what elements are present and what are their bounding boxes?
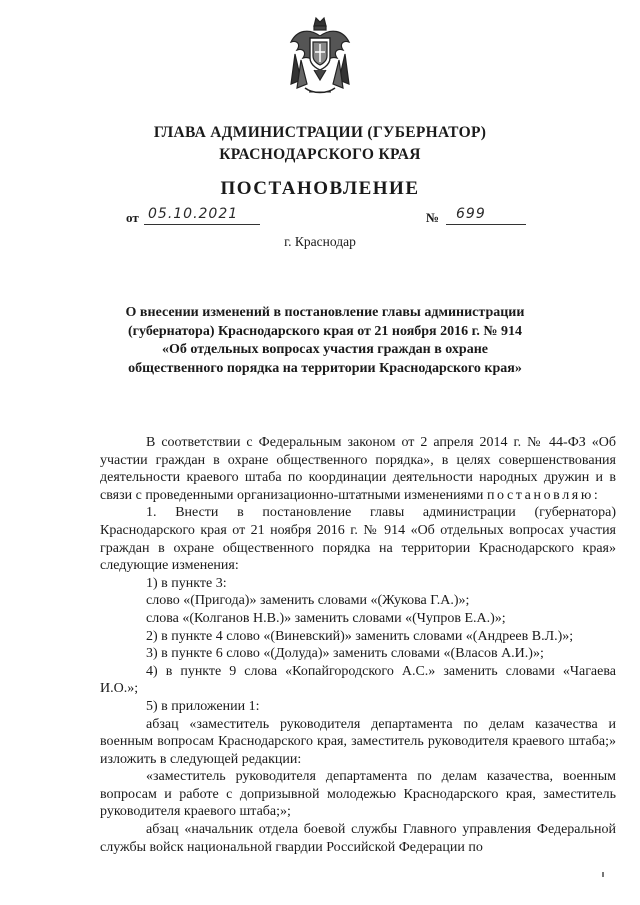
paragraph: 5) в приложении 1: bbox=[146, 698, 260, 714]
paragraph: 1. Внести в постановление главы администрации (губернатора) Краснодарского края от 21 ноября 2016 г. № 914 «Об отдельных вопросах участия граждан в охране общественного порядка на территории Краснодарского края» следующие изменения: bbox=[100, 505, 616, 574]
date-underline bbox=[144, 224, 260, 225]
subject-line-2: (губернатора) Краснодарского края от 21 ноября 2016 г. № 914 bbox=[128, 323, 522, 339]
paragraph bbox=[100, 434, 616, 504]
city: г. Краснодар bbox=[284, 234, 356, 249]
paragraph: абзац «начальник отдела боевой службы Главного управления Федеральной службы войск национальной гвардии Российской Федерации по bbox=[100, 822, 616, 855]
paragraph: 1) в пункте 3: bbox=[146, 575, 227, 591]
authority-line-2: КРАСНОДАРСКОГО КРАЯ bbox=[219, 146, 421, 163]
paragraph: слова «(Колганов Н.В.)» заменить словами «(Чупров Е.А.)»; bbox=[146, 610, 506, 626]
number-underline bbox=[446, 224, 526, 225]
paragraph: «заместитель руководителя департамента по делам казачества, военным вопросам и работе с допризывной молодежью Краснодарского края, заместитель руководителя краевого штаба;»; bbox=[100, 769, 616, 820]
document-type: ПОСТАНОВЛЕНИЕ bbox=[220, 178, 420, 199]
paragraph-text: В соответствии с Федеральным законом от 2 апреля 2014 г. № 44-ФЗ «Об участии граждан в охране общественного порядка», в целях совершенствования деятельности краевого штаба по координации деятельности народных дружин и в связи с проведенными организационно-штатными изменениями bbox=[100, 435, 616, 503]
date-value: 05.10.2021 bbox=[148, 206, 239, 222]
subject-line-3: «Об отдельных вопросах участия граждан в охране bbox=[162, 342, 488, 357]
subject-line-1: О внесении изменений в постановление главы администрации bbox=[125, 305, 525, 320]
coat-of-arms-icon bbox=[287, 14, 353, 98]
date-label: от bbox=[126, 210, 139, 225]
paragraph: абзац «заместитель руководителя департамента по делам казачества и военным вопросам Краснодарского края, заместитель руководителя краевого штаба;» изложить в следующей редакции: bbox=[100, 716, 616, 767]
paragraph: слово «(Пригода)» заменить словами «(Жукова Г.А.)»; bbox=[146, 593, 470, 609]
subject-line-4: общественного порядка на территории Краснодарского края» bbox=[128, 360, 522, 376]
resolution-word: постановляю: bbox=[486, 487, 601, 503]
paragraph: 2) в пункте 4 слово «(Виневский)» заменить словами «(Андреев В.Л.)»; bbox=[146, 628, 574, 644]
paragraph: 3) в пункте 6 слово «(Долуда)» заменить словами «(Власов А.И.)»; bbox=[146, 646, 544, 662]
scan-mark bbox=[602, 872, 604, 877]
paragraph: 4) в пункте 9 слова «Копайгородского А.С.» заменить словами «Чагаева И.О.»; bbox=[100, 663, 616, 697]
number-value: 699 bbox=[456, 206, 486, 222]
authority-line-1: ГЛАВА АДМИНИСТРАЦИИ (ГУБЕРНАТОР) bbox=[153, 124, 487, 141]
number-label: № bbox=[426, 210, 440, 225]
document-subject bbox=[100, 304, 550, 378]
document-body bbox=[100, 434, 616, 856]
